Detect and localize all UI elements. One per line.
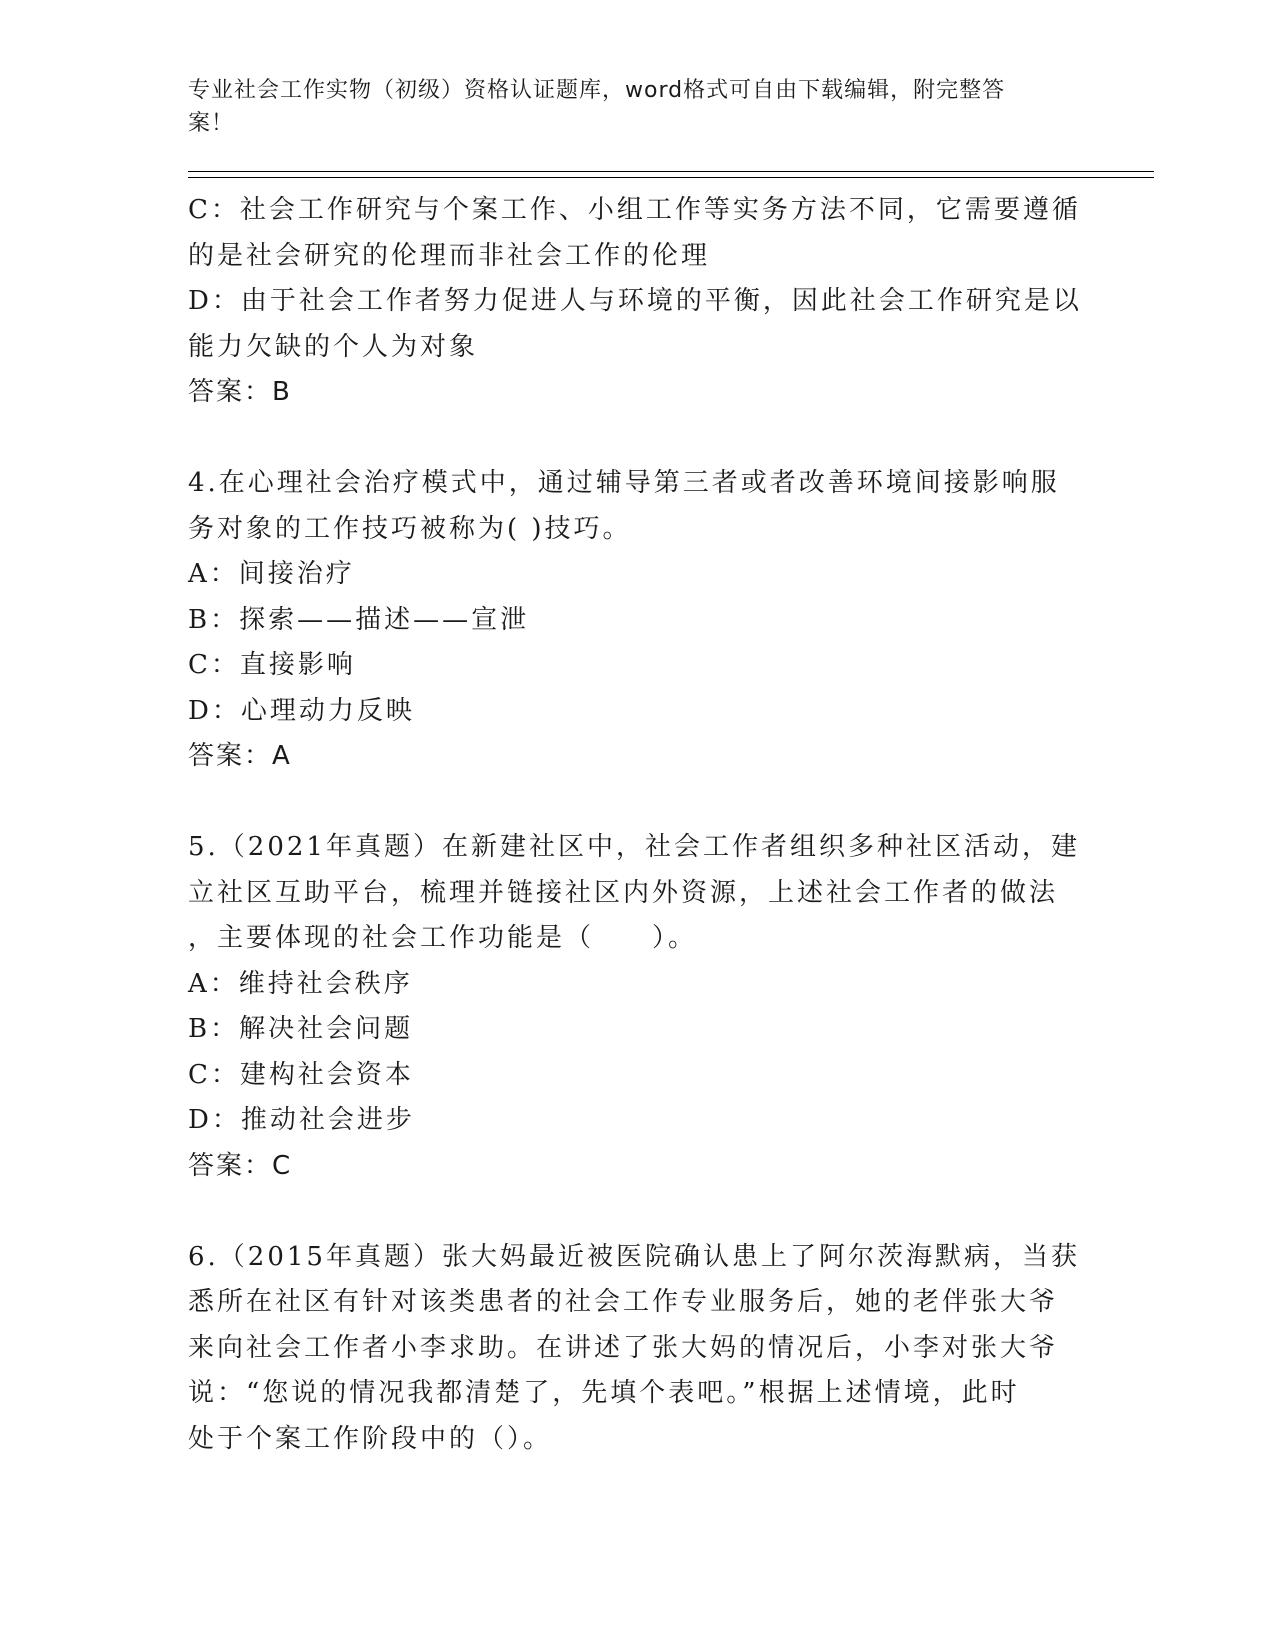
header-rule-lower — [188, 177, 1154, 178]
header-line-2: 案！ — [188, 111, 235, 136]
header-line-1: 专业社会工作实物（初级）资格认证题库，word格式可自由下载编辑，附完整答 — [188, 78, 1006, 103]
question-4-block — [188, 461, 1088, 780]
q6-stem-line-3: 来向社会工作者小李求助。在讲述了张大妈的情况后，小李对张大爷 — [188, 1332, 1059, 1363]
q3-option-c-line-1: C：社会工作研究与个案工作、小组工作等实务方法不同，它需要遵循 — [188, 195, 1081, 225]
q5-option-c: C：建构社会资本 — [188, 1059, 414, 1090]
q4-option-b: B：探索——描述——宣泄 — [188, 604, 530, 635]
q4-option-d: D：心理动力反映 — [188, 695, 415, 726]
q6-stem-line-1: 6.（2015年真题）张大妈最近被医院确认患上了阿尔茨海默病，当获 — [188, 1241, 1080, 1272]
header-rule-upper — [188, 171, 1154, 172]
question-6-block — [188, 1235, 1088, 1463]
q4-stem-line-2: 务对象的工作技巧被称为( )技巧。 — [188, 513, 632, 544]
q5-stem-line-2: 立社区互助平台，梳理并链接社区内外资源，上述社会工作者的做法 — [188, 877, 1059, 908]
question-5-block — [188, 825, 1088, 1189]
q6-stem-line-5: 处于个案工作阶段中的（）。 — [188, 1423, 553, 1454]
q3-answer: 答案：B — [188, 377, 292, 407]
q5-stem-line-1: 5.（2021年真题）在新建社区中，社会工作者组织多种社区活动，建 — [188, 832, 1080, 862]
q5-option-b: B：解决社会问题 — [188, 1014, 414, 1044]
spacer — [188, 1189, 1088, 1235]
q4-answer: 答案：A — [188, 741, 292, 771]
q3-option-d-line-1: D：由于社会工作者努力促进人与环境的平衡，因此社会工作研究是以 — [188, 286, 1082, 316]
q5-option-d: D：推动社会进步 — [188, 1105, 415, 1135]
question-3-block — [188, 188, 1088, 416]
spacer — [188, 780, 1088, 826]
q5-option-a: A：维持社会秩序 — [188, 968, 413, 999]
question-content — [188, 188, 1088, 1462]
document-header — [188, 74, 1068, 140]
q5-stem-line-3: ，主要体现的社会工作功能是（ ）。 — [188, 923, 698, 953]
q3-option-d-line-2: 能力欠缺的个人为对象 — [188, 331, 479, 362]
q4-option-c: C：直接影响 — [188, 650, 356, 680]
q3-option-c-line-2: 的是社会研究的伦理而非社会工作的伦理 — [188, 240, 711, 271]
q6-stem-line-2: 悉所在社区有针对该类患者的社会工作专业服务后，她的老伴张大爷 — [188, 1287, 1059, 1317]
spacer — [188, 416, 1088, 462]
q6-stem-line-4: 说：“您说的情况我都清楚了，先填个表吧。”根据上述情境，此时 — [188, 1378, 1020, 1408]
q4-option-a: A：间接治疗 — [188, 559, 355, 589]
q4-stem-line-1: 4.在心理社会治疗模式中，通过辅导第三者或者改善环境间接影响服 — [188, 468, 1060, 498]
q5-answer: 答案：C — [188, 1150, 293, 1181]
